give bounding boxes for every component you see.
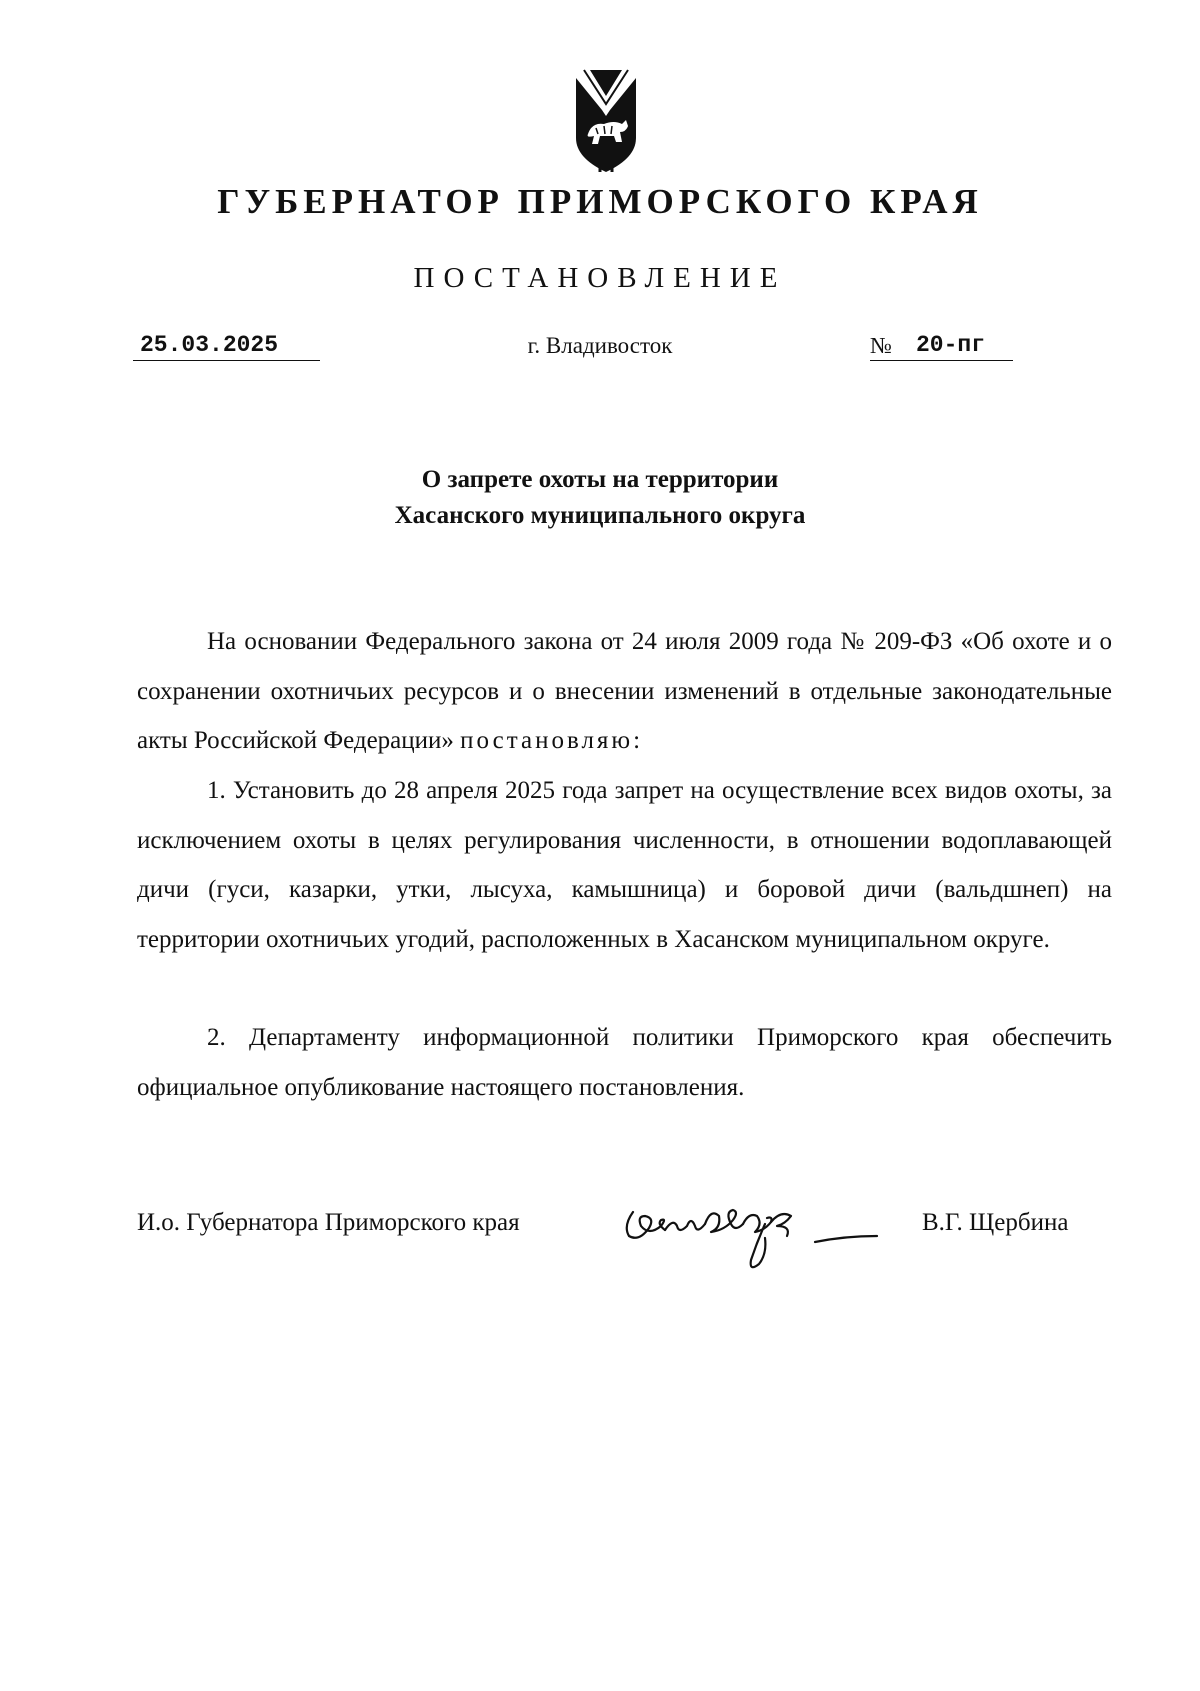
subject-line-1: О запрете охоты на территории [421,466,779,493]
signatory-position: И.о. Губернатора Приморского края [137,1209,520,1236]
body-paragraph-preamble [137,617,1112,766]
subject-line-2: Хасанского муниципального округа [394,502,806,529]
body-paragraph-1: 1. Установить до 28 апреля 2025 года запрет на осуществление всех видов охоты, за исключением охоты в целях регулирования численности, в отношении водоплавающей дичи (гуси, казарки, утки, лысуха, камышница) и боровой дичи (вальдшнеп) на территории охотничьих угодий, расположенных в Хасанском муниципальном округе. [137,777,1112,953]
preamble-text: На основании Федерального закона от 24 июля 2009 года № 209-ФЗ «Об охоте и о сохранении охотничьих ресурсов и о внесении изменений в отдельные законодательные акты Российской Федерации» [137,628,1112,754]
coat-of-arms-icon [570,66,642,176]
signatory-name: В.Г. Щербина [922,1209,1069,1236]
body-paragraph-2: 2. Департаменту информационной политики Приморского края обеспечить официальное опубликование настоящего постановления. [137,1024,1112,1101]
document-subject [0,462,1200,534]
document-date: 25.03.2025 [140,332,279,358]
org-title: ГУБЕРНАТОР ПРИМОРСКОГО КРАЯ [217,182,983,221]
resolve-verb: постановляю: [460,727,644,754]
date-underline [133,360,320,361]
number-sign: № [870,333,892,358]
document-number: 20-пг [916,332,986,358]
document-city: г. Владивосток [527,333,673,358]
number-underline [870,360,1013,361]
handwritten-signature [615,1180,915,1280]
document-type: ПОСТАНОВЛЕНИЕ [413,262,787,294]
